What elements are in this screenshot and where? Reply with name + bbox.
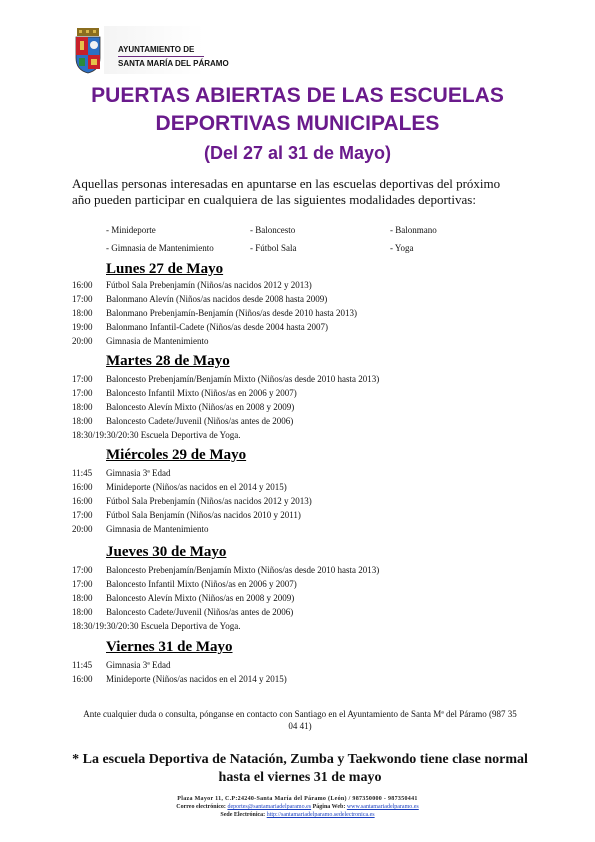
row-activity: Baloncesto Prebenjamín/Benjamín Mixto (Niños/as desde 2010 hasta 2013) (106, 565, 380, 575)
footer-email-link[interactable]: deportes@santamariadelparamo.es (227, 804, 312, 810)
row-activity: Gimnasia 3ª Edad (106, 468, 171, 478)
row-time: 17:00 (72, 294, 93, 304)
row-activity: Balonmano Alevín (Niños/as nacidos desde 2008 hasta 2009) (106, 294, 328, 304)
header (74, 26, 229, 82)
row-activity: Gimnasia de Mantenimiento (106, 524, 209, 534)
row-time: 16:00 (72, 280, 93, 290)
row-activity: Baloncesto Infantil Mixto (Niños/as en 2006 y 2007) (106, 579, 297, 589)
row-time: 18:00 (72, 593, 93, 603)
intro-paragraph: Aquellas personas interesadas en apuntarse en las escuelas deportivas del próximo año pueden participar en cualquiera de las siguientes modalidades deportivas: (72, 176, 501, 207)
day-heading-miercoles: Miércoles 29 de Mayo (106, 447, 247, 463)
footer-sede-line (0, 812, 595, 818)
row-activity: Baloncesto Prebenjamín/Benjamín Mixto (Niños/as desde 2010 hasta 2013) (106, 374, 380, 384)
footer-web-label: Página Web: (312, 804, 346, 810)
row-time: 19:00 (72, 322, 93, 332)
row-activity: Fútbol Sala Prebenjamín (Niños/as nacidos 2012 y 2013) (106, 280, 312, 290)
modality-yoga: - Yoga (390, 243, 414, 253)
modality-gimnasia: - Gimnasia de Mantenimiento (106, 243, 214, 253)
coat-of-arms-icon (74, 28, 102, 74)
row-time: 17:00 (72, 565, 93, 575)
row-activity: Baloncesto Cadete/Juvenil (Niños/as antes de 2006) (106, 416, 294, 426)
row-time: 17:00 (72, 579, 93, 589)
row-time: 18:00 (72, 402, 93, 412)
row-activity: Minideporte (Niños/as nacidos en el 2014 y 2015) (106, 482, 287, 492)
org-divider (118, 56, 204, 57)
row-time: 17:00 (72, 510, 93, 520)
row-time: 16:00 (72, 496, 93, 506)
modality-minideporte: - Minideporte (106, 225, 156, 235)
day-heading-jueves: Jueves 30 de Mayo (106, 544, 227, 560)
row-time: 16:00 (72, 482, 93, 492)
row-activity: Gimnasia de Mantenimiento (106, 336, 209, 346)
row-activity: Baloncesto Alevín Mixto (Niños/as en 2008 y 2009) (106, 402, 295, 412)
footer-email-label: Correo electrónico: (176, 804, 226, 810)
footer-contact-line (0, 804, 595, 810)
org-name-line1: AYUNTAMIENTO DE (118, 45, 195, 54)
row-activity: 18:30/19:30/20:30 Escuela Deportiva de Yoga. (72, 621, 241, 631)
row-time: 17:00 (72, 388, 93, 398)
row-time: 18:00 (72, 607, 93, 617)
row-time: 17:00 (72, 374, 93, 384)
row-time: 11:45 (72, 660, 93, 670)
modality-balonmano: - Balonmano (390, 225, 437, 235)
day-heading-lunes: Lunes 27 de Mayo (106, 261, 224, 277)
row-time: 11:45 (72, 468, 93, 478)
org-name-line2: SANTA MARÍA DEL PÁRAMO (118, 59, 229, 68)
title-line2: DEPORTIVAS MUNICIPALES (155, 112, 440, 135)
row-time: 18:00 (72, 416, 93, 426)
row-activity: Gimnasia 3ª Edad (106, 660, 171, 670)
footer-address: Plaza Mayor 11, C.P:24240-Santa María del Páramo (León) / 987350000 - 987350441 (177, 796, 418, 802)
contact-info: Ante cualquier duda o consulta, pónganse en contacto con Santiago en el Ayuntamiento de Santa Mª del Páramo (987 35 04 41) (83, 709, 517, 731)
modality-futbol-sala: - Fútbol Sala (250, 243, 297, 253)
title-dates: (Del 27 al 31 de Mayo) (203, 143, 392, 163)
row-time: 20:00 (72, 336, 93, 346)
row-activity: Balonmano Infantil-Cadete (Niños/as desde 2004 hasta 2007) (106, 322, 328, 332)
row-activity: 18:30/19:30/20:30 Escuela Deportiva de Yoga. (72, 430, 241, 440)
footer-web-link[interactable]: www.santamariadelparamo.es (346, 804, 419, 810)
row-time: 16:00 (72, 674, 93, 684)
important-note: * La escuela Deportiva de Natación, Zumba y Taekwondo tiene clase normal hasta el viernes 31 de mayo (72, 752, 528, 785)
row-activity: Balonmano Prebenjamín-Benjamín (Niños/as desde 2010 hasta 2013) (106, 308, 357, 318)
row-activity: Fútbol Sala Benjamín (Niños/as nacidos 2010 y 2011) (106, 510, 301, 520)
title-line1: PUERTAS ABIERTAS DE LAS ESCUELAS (91, 84, 504, 107)
modality-baloncesto: - Baloncesto (250, 225, 296, 235)
row-activity: Minideporte (Niños/as nacidos en el 2014 y 2015) (106, 674, 287, 684)
row-activity: Baloncesto Alevín Mixto (Niños/as en 2008 y 2009) (106, 593, 295, 603)
footer-sede-link[interactable]: http://santamariadelparamo.sedelectronica.es (266, 812, 375, 818)
day-heading-viernes: Viernes 31 de Mayo (106, 639, 233, 655)
day-heading-martes: Martes 28 de Mayo (106, 353, 230, 369)
row-time: 18:00 (72, 308, 93, 318)
row-time: 20:00 (72, 524, 93, 534)
row-activity: Baloncesto Cadete/Juvenil (Niños/as antes de 2006) (106, 607, 294, 617)
footer-sede-label: Sede Electrónica: (220, 812, 266, 818)
row-activity: Baloncesto Infantil Mixto (Niños/as en 2006 y 2007) (106, 388, 297, 398)
row-activity: Fútbol Sala Prebenjamín (Niños/as nacidos 2012 y 2013) (106, 496, 312, 506)
